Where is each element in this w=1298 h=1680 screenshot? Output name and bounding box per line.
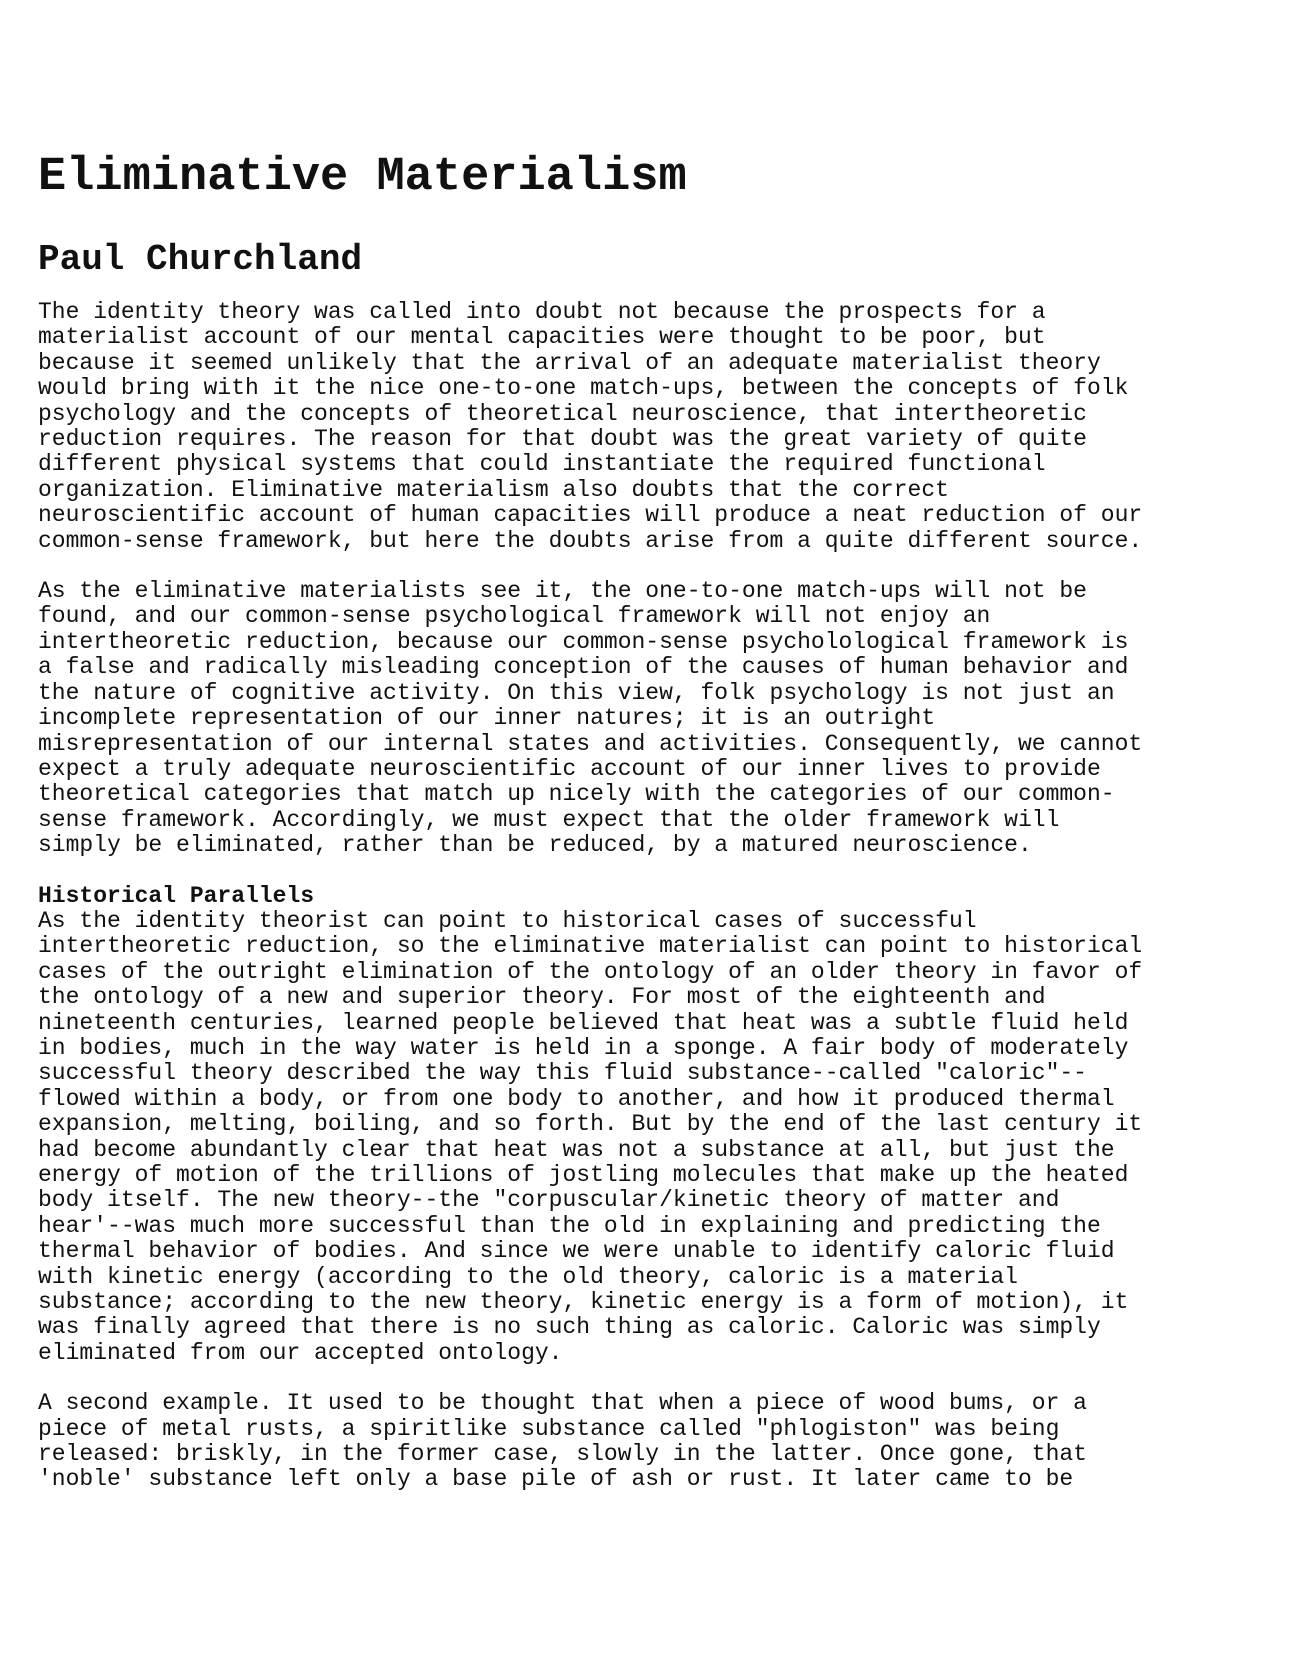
paragraph-caloric-example: As the identity theorist can point to historical cases of successful intertheoretic reduction, so the eliminative materialist can point to historical cases of the outright elimination of the ontology of an older theory in favor of the ontology of a new and superior theory. For most of the eighteenth and nineteenth centuries, learned people believed that heat was a subtle fluid held in bodies, much in the way water is held in a sponge. A fair body of moderately successful theory described the way this fluid substance--called "caloric"-- flowed within a body, or from one body to another, and how it produced thermal expansion, melting, boiling, and so forth. But by the end of the last century it had become abundantly clear that heat was not a substance at all, but just the energy of motion of the trillions of jostling molecules that make up the heated body itself. The new theory--the "corpuscular/kinetic theory of matter and hear'--was much more successful than the old in explaining and predicting the thermal behavior of bodies. And since we were unable to identify caloric fluid with kinetic energy (according to the old theory, caloric is a material substance; according to the new theory, kinetic energy is a form of motion), it was finally agreed that there is no such thing as caloric. Caloric was simply eliminated from our accepted ontology. xyxy=(38,907,1143,1366)
paragraph-phlogiston-example: A second example. It used to be thought that when a piece of wood bums, or a piece of metal rusts, a spiritlike substance called "phlogiston" was being released: briskly, in the former case, slowly in the latter. Once gone, that 'noble' substance left only a base pile of ash or rust. It later came to be xyxy=(38,1390,1087,1493)
paragraph-eliminative-view: As the eliminative materialists see it, the one-to-one match-ups will not be found, and our common-sense psychological framework will not enjoy an intertheoretic reduction, because our common-sense psycholological framework is a false and radically misleading conception of the causes of human behavior and the nature of cognitive activity. On this view, folk psychology is not just an incomplete representation of our inner natures; it is an outright misrepresentation of our internal states and activities. Consequently, we cannot expect a truly adequate neuroscientific account of our inner lives to provide theoretical categories that match up nicely with the categories of our common- sense framework. Accordingly, we must expect that the older framework will simply be eliminated, rather than be reduced, by a matured neuroscience. xyxy=(38,578,1143,859)
section-heading-historical-parallels: Historical Parallels xyxy=(38,882,315,909)
document-title: Eliminative Materialism xyxy=(38,151,687,204)
paragraph-identity-theory: The identity theory was called into doubt not because the prospects for a materialist account of our mental capacities were thought to be poor, but because it seemed unlikely that the arrival of an adequate materialist theory would bring with it the nice one-to-one match-ups, between the concepts of folk psychology and the concepts of theoretical neuroscience, that intertheoretic reduction requires. The reason for that doubt was the great variety of quite different physical systems that could instantiate the required functional organization. Eliminative materialism also doubts that the correct neuroscientific account of human capacities will produce a neat reduction of our common-sense framework, but here the doubts arise from a quite different source. xyxy=(38,299,1143,554)
author-name: Paul Churchland xyxy=(38,239,363,280)
document-page xyxy=(38,150,1268,1493)
